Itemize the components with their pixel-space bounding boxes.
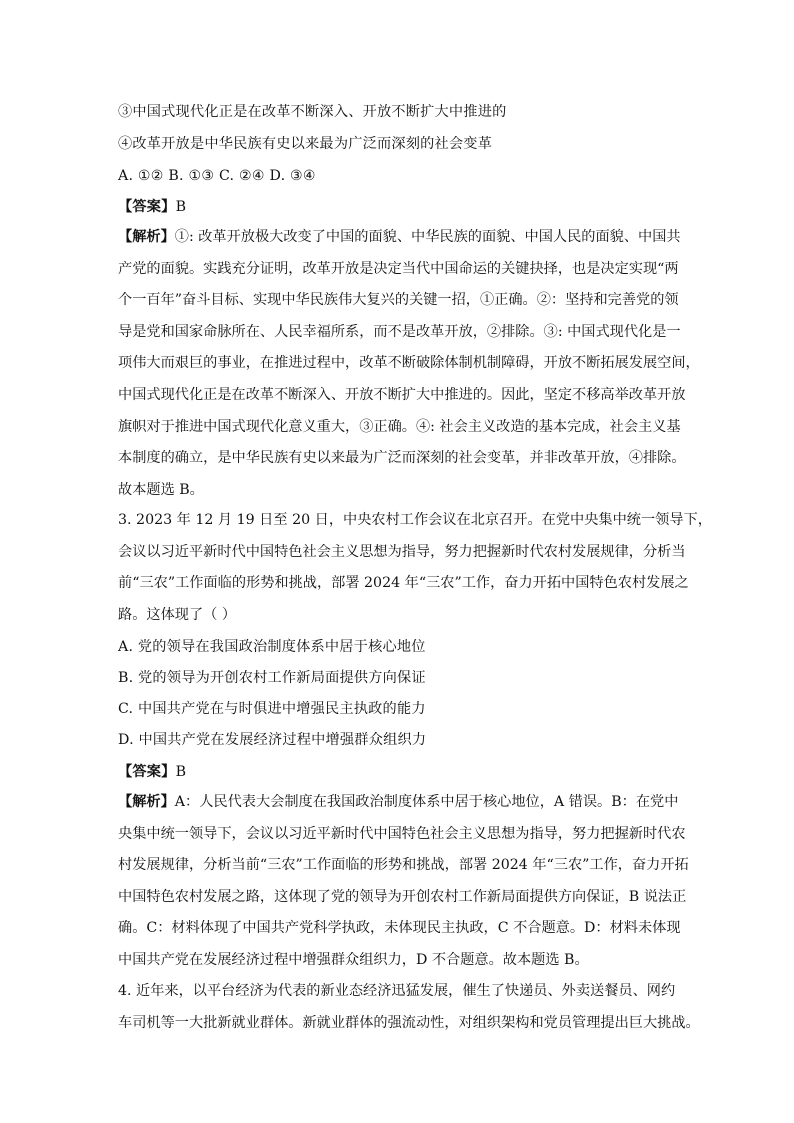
analysis-line: 导是党和国家命脉所在、人民幸福所系，而不是改革开放，②排除。③: 中国式现代化是一 <box>118 323 681 340</box>
stem-line: 路。这体现了（ ） <box>118 606 237 623</box>
stem-line: 车司机等一大批新就业群体。新就业群体的强流动性，对组织架构和党员管理提出巨大挑战。 <box>118 1014 700 1031</box>
analysis-line: 本制度的确立，是中华民族有史以来最为广泛而深刻的社会变革，并非改革开放，④排除。 <box>118 450 686 467</box>
analysis-line: 旗帜对于推进中国式现代化意义重大，③正确。④: 社会主义改造的基本完成，社会主义基 <box>118 418 681 435</box>
option-3-statement: ③中国式现代化正是在改革不断深入、开放不断扩大中推进的 <box>118 104 507 120</box>
answer-value: B <box>175 764 187 780</box>
analysis-line: 项伟大而艰巨的事业，在推进过程中，改革不断破除体制机制障碍，开放不断拓展发展空间， <box>118 355 700 372</box>
question-3-option-d: D. 中国共产党在发展经济过程中增强群众组织力 <box>118 732 427 748</box>
answer-tag: 【答案】 <box>118 199 176 215</box>
analysis-line: 个一百年”奋斗目标、实现中华民族伟大复兴的关键一招，①正确。②：坚持和完善党的领 <box>118 292 679 309</box>
answer-choices: A. ①② B. ①③ C. ②④ D. ③④ <box>118 168 316 184</box>
stem-line: 前“三农”工作面临的形势和挑战，部署 2024 年“三农”工作，奋力开拓中国特色农村发展之 <box>118 575 689 592</box>
question-3-option-a: A. 党的领导在我国政治制度体系中居于核心地位 <box>118 639 426 655</box>
option-4-statement: ④改革开放是中华民族有史以来最为广泛而深刻的社会变革 <box>118 136 493 152</box>
stem-line: 会议以习近平新时代中国特色社会主义思想为指导，努力把握新时代农村发展规律，分析当 <box>118 543 686 560</box>
question-3-option-b: B. 党的领导为开创农村工作新局面提供方向保证 <box>118 670 426 686</box>
analysis-line: 确。C：材料体现了中国共产党科学执政，未体现民主执政，C 不合题意。D：材料未体现 <box>118 920 681 937</box>
question-3-stem <box>118 505 712 631</box>
analysis-line: 【解析】A：人民代表大会制度在我国政治制度体系中居于核心地位，A 错误。B：在党中 <box>118 794 679 810</box>
analysis-line: 央集中统一领导下，会议以习近平新时代中国特色社会主义思想为指导，努力把握新时代农 <box>118 825 686 842</box>
question-4-stem <box>118 976 700 1039</box>
answer-line <box>118 197 186 217</box>
analysis-line: 【解析】①: 改革开放极大改变了中国的面貌、中华民族的面貌、中国人民的面貌、中国共 <box>118 229 681 245</box>
answer-tag: 【答案】 <box>118 764 176 780</box>
analysis-tag: 【解析】 <box>118 794 175 810</box>
analysis-line: 村发展规律，分析当前“三农”工作面临的形势和挑战，部署 2024 年“三农”工作，奋力开拓 <box>118 857 689 874</box>
analysis-tag: 【解析】 <box>118 229 175 245</box>
analysis-line: 中国式现代化正是在改革不断深入、开放不断扩大中推进的。因此，坚定不移高举改革开放 <box>118 386 686 403</box>
stem-line: 3. 2023 年 12 月 19 日至 20 日，中央农村工作会议在北京召开。在党中央集中统一领导下， <box>118 512 712 528</box>
answer-value: B <box>175 199 187 215</box>
stem-line: 4. 近年来，以平台经济为代表的新业态经济迅猛发展，催生了快递员、外卖送餐员、网约 <box>118 983 676 999</box>
analysis-line: 中国特色农村发展之路，这体现了党的领导为开创农村工作新局面提供方向保证，B 说法正 <box>118 888 687 905</box>
answer-line <box>118 762 186 782</box>
analysis-line: 中国共产党在发展经济过程中增强群众组织力，D 不合题意。故本题选 B。 <box>118 951 589 968</box>
analysis-line: 产党的面貌。实践充分证明，改革开放是决定当代中国命运的关键抉择，也是决定实现“两 <box>118 260 679 277</box>
question-3-option-c: C. 中国共产党在与时俱进中增强民主执政的能力 <box>118 701 426 717</box>
analysis-paragraph <box>118 787 689 977</box>
analysis-paragraph <box>118 222 700 506</box>
analysis-line: 故本题选 B。 <box>118 481 204 498</box>
